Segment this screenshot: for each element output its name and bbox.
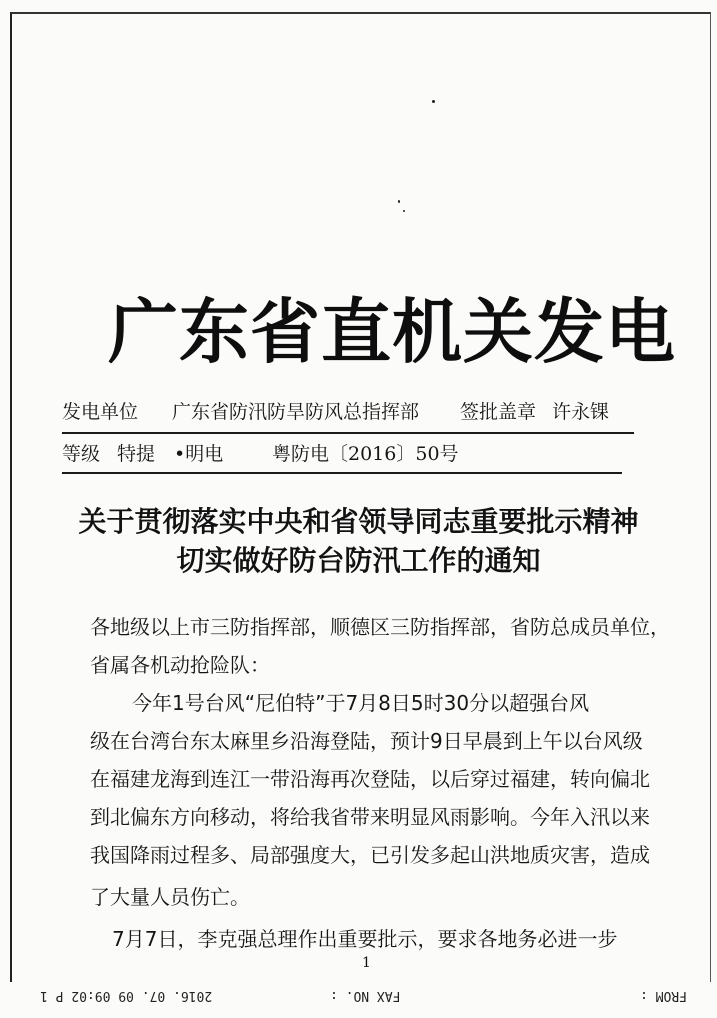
header-divider	[62, 432, 634, 434]
level-label: 等级	[62, 443, 101, 465]
body-line: 7月7日，李克强总理作出重要批示，要求各地务必进一步	[112, 927, 618, 951]
scan-border	[10, 12, 711, 982]
body-line: 级在台湾台东太麻里乡沿海登陆，预计9日早晨到上午以台风级	[90, 729, 643, 753]
scan-speck	[432, 100, 435, 103]
header-divider	[62, 472, 622, 474]
page-number: 1	[362, 955, 371, 971]
fax-from-label: FROM :	[640, 988, 687, 1003]
addressee-line: 各地级以上市三防指挥部，顺德区三防指挥部，省防总成员单位，	[90, 615, 670, 639]
fax-header-strip	[0, 988, 717, 1010]
body-line: 我国降雨过程多、局部强度大，已引发多起山洪地质灾害，造成	[90, 843, 650, 867]
body-line: 了大量人员伤亡。	[90, 885, 250, 909]
sign-value: 许永锞	[552, 401, 610, 423]
sign-label: 签批盖章	[460, 401, 537, 423]
body-line: 在福建龙海到连江一带沿海再次登陆，以后穿过福建，转向偏北	[90, 767, 650, 791]
document-number: 粤防电〔2016〕50号	[272, 443, 459, 465]
body-line: 今年1号台风“尼伯特”于7月8日5时30分以超强台风	[132, 691, 590, 715]
notice-title-line: 切实做好防台防汛工作的通知	[176, 544, 541, 577]
transmission-type: •明电	[174, 443, 224, 465]
sender-label: 发电单位	[62, 401, 139, 423]
body-line: 到北偏东方向移动，将给我省带来明显风雨影响。今年入汛以来	[90, 805, 650, 829]
notice-title-line: 关于贯彻落实中央和省领导同志重要批示精神	[78, 505, 639, 538]
fax-number-label: FAX NO. :	[330, 988, 401, 1003]
addressee-line: 省属各机动抢险队：	[90, 653, 270, 677]
document-main-title: 广东省直机关发电	[108, 290, 676, 373]
scan-speck	[398, 200, 400, 203]
scan-speck	[403, 210, 405, 212]
fax-timestamp: 2016. 07. 09 09:02 P 1	[40, 988, 213, 1003]
sender-value: 广东省防汛防旱防风总指挥部	[172, 401, 420, 423]
level-value: 特提	[117, 443, 156, 465]
